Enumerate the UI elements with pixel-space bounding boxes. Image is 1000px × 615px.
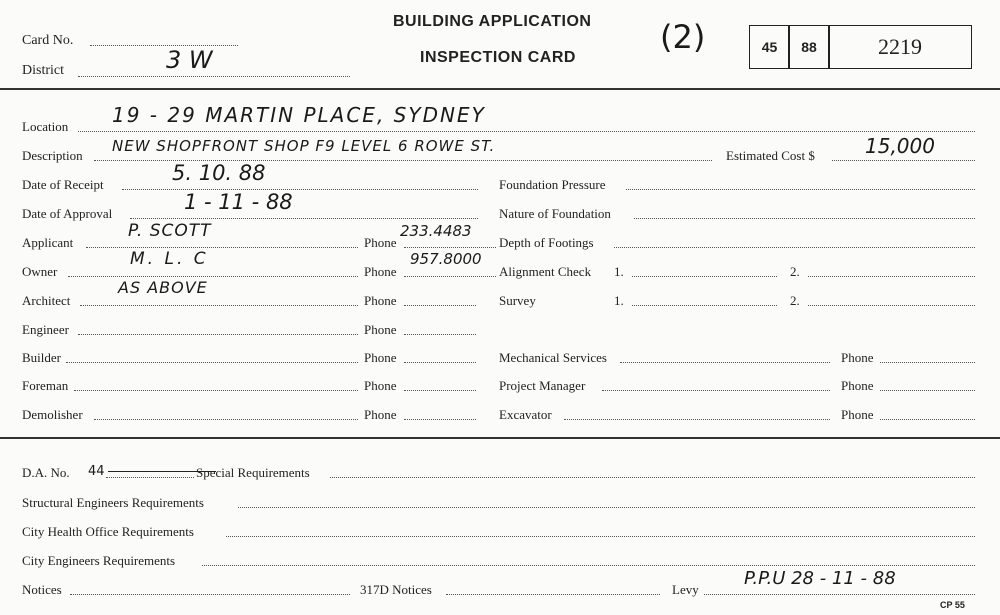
da-no-line[interactable] <box>106 477 194 478</box>
levy-label: Levy <box>672 582 699 597</box>
code-box-b: 88 <box>788 25 830 69</box>
nature-foundation-line[interactable] <box>634 218 975 219</box>
demolisher-label: Demolisher <box>22 407 83 422</box>
location-value: 19 - 29 MARTIN PLACE, SYDNEY <box>112 103 486 127</box>
district-label: District <box>22 63 64 78</box>
health-line[interactable] <box>226 536 975 537</box>
levy-line[interactable] <box>704 594 975 595</box>
notices-317d-label: 317D Notices <box>360 582 432 597</box>
applicant-phone-value: 233.4483 <box>400 222 472 240</box>
demolisher-line[interactable] <box>94 419 358 420</box>
district-value: 3 W <box>166 46 213 74</box>
alignment-item-2: 2. <box>790 264 800 279</box>
excavator-line[interactable] <box>564 419 830 420</box>
da-no-label: D.A. No. <box>22 465 70 480</box>
code-box-a: 45 <box>749 25 790 69</box>
owner-phone-line[interactable] <box>404 276 496 277</box>
foreman-label: Foreman <box>22 378 69 393</box>
date-approval-value: 1 - 11 - 88 <box>184 190 293 214</box>
architect-line[interactable] <box>80 305 358 306</box>
title-line2: INSPECTION CARD <box>420 49 576 66</box>
card-number-box: 2219 <box>828 25 972 69</box>
special-requirements-line[interactable] <box>330 477 975 478</box>
excavator-label: Excavator <box>499 407 552 422</box>
owner-phone-label: Phone <box>364 264 397 279</box>
foreman-line[interactable] <box>74 390 358 391</box>
estimated-cost-value: 15,000 <box>865 134 935 158</box>
health-label: City Health Office Requirements <box>22 524 194 539</box>
architect-phone-line[interactable] <box>404 305 476 306</box>
foreman-phone-line[interactable] <box>404 390 476 391</box>
survey-line-2[interactable] <box>808 305 975 306</box>
builder-phone-label: Phone <box>364 350 397 365</box>
demolisher-phone-label: Phone <box>364 407 397 422</box>
notices-line[interactable] <box>70 594 350 595</box>
card-no-label: Card No. <box>22 33 74 48</box>
foundation-pressure-label: Foundation Pressure <box>499 177 606 192</box>
description-value: NEW SHOPFRONT SHOP F9 LEVEL 6 ROWE ST. <box>112 137 496 155</box>
builder-label: Builder <box>22 350 61 365</box>
engineer-phone-line[interactable] <box>404 334 476 335</box>
date-receipt-line[interactable] <box>122 189 478 190</box>
alignment-line-1[interactable] <box>632 276 777 277</box>
mechanical-phone-label: Phone <box>841 350 874 365</box>
builder-line[interactable] <box>66 362 358 363</box>
mechanical-line[interactable] <box>620 362 830 363</box>
title-line1: BUILDING APPLICATION <box>393 13 592 30</box>
date-receipt-value: 5. 10. 88 <box>172 161 266 185</box>
notices-317d-line[interactable] <box>446 594 660 595</box>
date-approval-line[interactable] <box>130 218 478 219</box>
city-engineers-label: City Engineers Requirements <box>22 553 176 568</box>
structural-line[interactable] <box>238 507 975 508</box>
owner-label: Owner <box>22 264 58 279</box>
description-label: Description <box>22 148 83 163</box>
project-manager-phone-line[interactable] <box>880 390 975 391</box>
estimated-cost-line[interactable] <box>832 160 975 161</box>
foreman-phone-label: Phone <box>364 378 397 393</box>
applicant-label: Applicant <box>22 235 74 250</box>
survey-line-1[interactable] <box>632 305 777 306</box>
foundation-pressure-line[interactable] <box>626 189 975 190</box>
owner-phone-value: 957.8000 <box>410 250 482 268</box>
mechanical-label: Mechanical Services <box>499 350 607 365</box>
alignment-line-2[interactable] <box>808 276 975 277</box>
engineer-line[interactable] <box>78 334 358 335</box>
excavator-phone-line[interactable] <box>880 419 975 420</box>
notices-label: Notices <box>22 582 62 597</box>
project-manager-phone-label: Phone <box>841 378 874 393</box>
date-receipt-label: Date of Receipt <box>22 177 104 192</box>
excavator-phone-label: Phone <box>841 407 874 422</box>
applicant-phone-line[interactable] <box>404 247 496 248</box>
survey-item-2: 2. <box>790 293 800 308</box>
middle-divider <box>0 437 1000 439</box>
owner-line[interactable] <box>68 276 358 277</box>
alignment-check-label: Alignment Check <box>499 264 592 279</box>
special-requirements-label: Special Requirements <box>196 465 310 480</box>
date-approval-label: Date of Approval <box>22 206 113 221</box>
alignment-item-1: 1. <box>614 264 624 279</box>
district-line[interactable] <box>78 76 350 77</box>
da-no-value: 44 <box>88 464 105 479</box>
top-divider <box>0 88 1000 90</box>
applicant-value: P. SCOTT <box>128 221 212 241</box>
card-no-line[interactable] <box>90 45 238 46</box>
applicant-line[interactable] <box>86 247 358 248</box>
architect-value: AS ABOVE <box>118 278 208 297</box>
mechanical-phone-line[interactable] <box>880 362 975 363</box>
estimated-cost-label: Estimated Cost $ <box>726 148 815 163</box>
levy-value: P.P.U 28 - 11 - 88 <box>744 568 896 589</box>
project-manager-line[interactable] <box>602 390 830 391</box>
architect-label: Architect <box>22 293 71 308</box>
engineer-label: Engineer <box>22 322 69 337</box>
depth-footings-label: Depth of Footings <box>499 235 594 250</box>
circled-mark: (2) <box>660 18 706 56</box>
form-code: CP 55 <box>940 600 965 610</box>
survey-label: Survey <box>499 293 536 308</box>
demolisher-phone-line[interactable] <box>404 419 476 420</box>
owner-value: M. L. C <box>130 249 209 269</box>
location-label: Location <box>22 119 69 134</box>
location-line[interactable] <box>78 131 975 132</box>
architect-phone-label: Phone <box>364 293 397 308</box>
depth-footings-line[interactable] <box>614 247 975 248</box>
city-engineers-line[interactable] <box>202 565 975 566</box>
project-manager-label: Project Manager <box>499 378 586 393</box>
nature-foundation-label: Nature of Foundation <box>499 206 611 221</box>
engineer-phone-label: Phone <box>364 322 397 337</box>
structural-label: Structural Engineers Requirements <box>22 495 204 510</box>
builder-phone-line[interactable] <box>404 362 476 363</box>
applicant-phone-label: Phone <box>364 235 397 250</box>
survey-item-1: 1. <box>614 293 624 308</box>
